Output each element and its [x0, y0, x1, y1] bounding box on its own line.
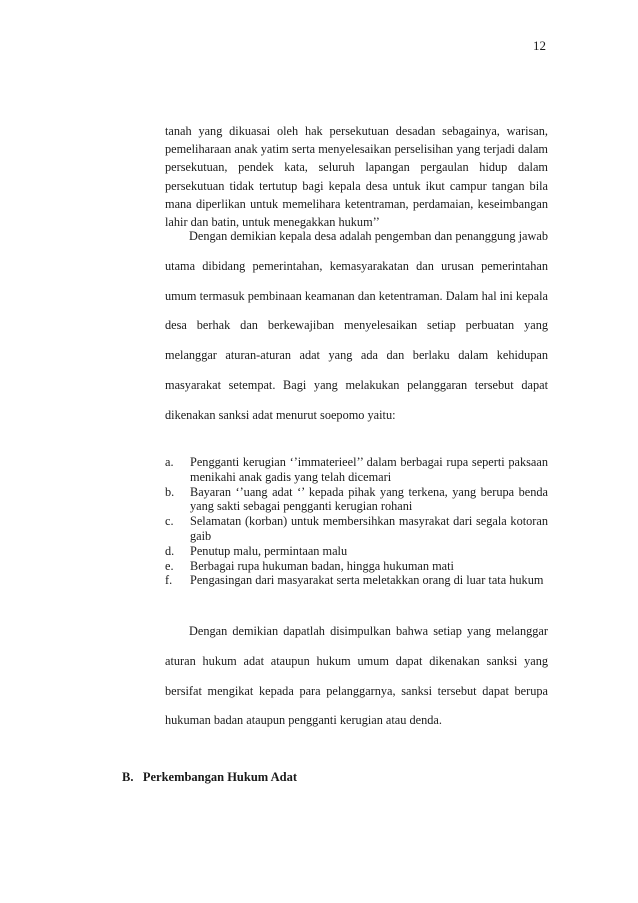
sanction-list: [165, 455, 548, 588]
list-marker: b.: [165, 484, 175, 499]
list-marker: d.: [165, 543, 175, 558]
list-item: [165, 544, 548, 559]
body-paragraph-2: Dengan demikian dapatlah disimpulkan bahwa setiap yang melanggar aturan hukum adat ataupun hukum umum dapat dikenakan sanksi yang bersifat mengikat kepada para pelanggarnya, sanksi tersebut dapat berupa hukuman badan ataupun pengganti kerugian atau denda.: [165, 624, 548, 728]
quote-paragraph: tanah yang dikuasai oleh hak persekutuan desadan sebagainya, warisan, pemeliharaan anak yatim serta menyelesaikan perselisihan yang terjadi dalam persekutuan, pendek kata, seluruh lapangan pergaulan hidup dalam persekutuan tidak tertutup bagi kepala desa untuk ikut campur tangan bila mana diperlikan untuk memelihara ketentraman, perdamaian, keseimbangan lahir dan batin, untuk menegakkan hukum’’: [165, 124, 548, 230]
list-marker: a.: [165, 455, 174, 469]
list-marker: e.: [165, 558, 174, 573]
list-item-text: Pengasingan dari masyarakat serta meletakkan orang di luar tata hukum: [190, 573, 544, 588]
list-item: [165, 514, 548, 544]
list-item-text: Berbagai rupa hukuman badan, hingga hukuman mati: [190, 558, 454, 573]
list-item-text: Selamatan (korban) untuk membersihkan masyrakat dari segala kotoran gaib: [190, 514, 548, 543]
list-item: [165, 455, 548, 485]
list-item: [165, 573, 548, 588]
section-heading: B. Perkembangan Hukum Adat: [122, 770, 298, 784]
list-item-text: Penutup malu, permintaan malu: [190, 543, 348, 558]
list-item: [165, 485, 548, 515]
body-paragraph-1: Dengan demikian kepala desa adalah pengemban dan penanggung jawab utama dibidang pemerintahan, kemasyarakatan dan urusan pemerintahan umum termasuk pembinaan keamanan dan ketentraman. Dalam hal ini kepala desa berhak dan berkewajiban menyelesaikan setiap perbuatan yang melanggar aturan-aturan adat yang ada dan berlaku dalam kehidupan masyarakat setempat. Bagi yang melakukan pelanggaran tersebut dapat dikenakan sanksi adat menurut soepomo yaitu:: [165, 229, 548, 422]
list-item: [165, 559, 548, 574]
page-number: 12: [533, 38, 546, 53]
list-marker: f.: [165, 573, 173, 588]
list-item-text: Bayaran ‘’uang adat ‘’ kepada pihak yang terkena, yang berupa benda yang sakti sebagai pengganti kerugian rohani: [190, 484, 548, 514]
list-item-text: Pengganti kerugian ‘’immaterieel’’ dalam berbagai rupa seperti paksaan menikahi anak gadis yang telah dicemari: [190, 455, 548, 484]
list-marker: c.: [165, 514, 174, 529]
